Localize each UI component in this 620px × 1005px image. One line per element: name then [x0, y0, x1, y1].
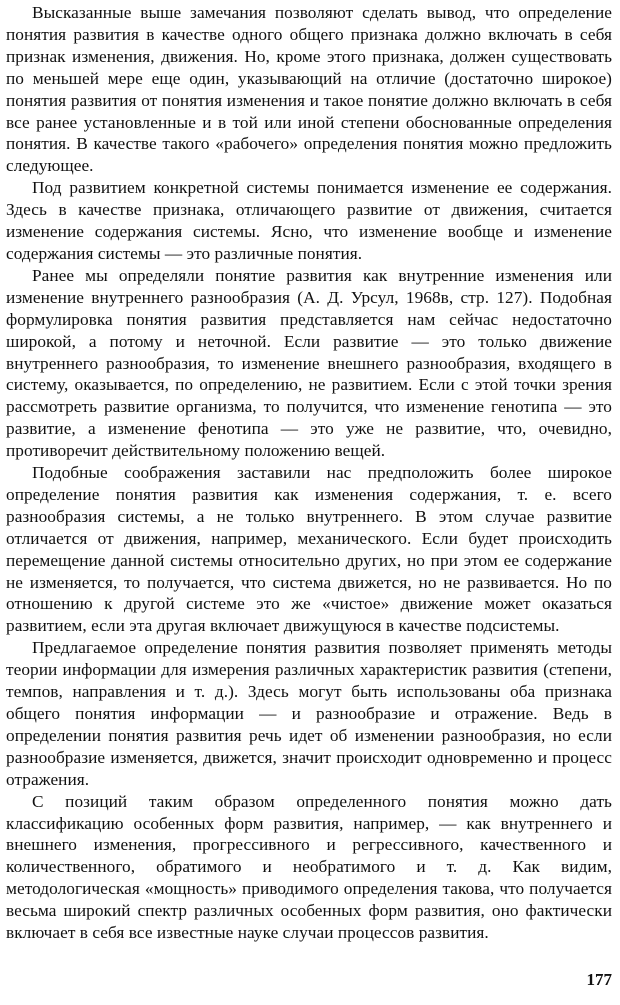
- page-body: [6, 2, 612, 944]
- page-number: 177: [586, 970, 612, 989]
- paragraph-1: Высказанные выше замечания позволяют сделать вывод, что определение понятия развития в качестве одного общего признака должно включать в себя признак изменения, движения. Но, кроме этого признака, должен существовать по меньшей мере еще один, указывающий на отличие (достаточно широкое) понятия развития от понятия изменения и такое понятие должно включать в себя все ранее установленные и в той или иной степени обоснованные определения понятия. В качестве такого «рабочего» определения понятия можно предложить следующее.: [6, 3, 612, 176]
- paragraph-3: Ранее мы определяли понятие развития как внутренние изменения или изменение внутреннего разнообразия (А. Д. Урсул, 1968в, стр. 127). Подобная формулировка понятия развития представляется нам сейчас недостаточно широкой, а потому и неточной. Если развитие — это только движение внутреннего разнообразия, то изменение внешнего разнообразия, входящего в систему, оказывается, по определению, не развитием. Если с этой точки зрения рассмотреть развитие организма, то получится, что изменение генотипа — это развитие, а изменение фенотипа — это уже не развитие, что, очевидно, противоречит действительному положению вещей.: [6, 265, 612, 461]
- paragraph-4: Подобные соображения заставили нас предположить более широкое определение понятия развития как изменения содержания, т. е. всего разнообразия системы, а не только внутреннего. В этом случае развитие отличается от движения, например, механического. Если будет происходить перемещение данной системы относительно других, но при этом ее содержание не изменяется, то получается, что система движется, но не развивается. Но по отношению к другой системе это же «чистое» движение может оказаться развитием, если эта другая включает движущуюся в качестве подсистемы.: [6, 463, 612, 636]
- paragraph-5: Предлагаемое определение понятия развития позволяет применять методы теории информации для измерения различных характеристик развития (степени, темпов, направления и т. д.). Здесь могут быть использованы оба признака общего понятия информации — и разнообразие и отражение. Ведь в определении понятия развития речь идет об изменении разнообразия, но если разнообразие изменяется, движется, значит происходит одновременно и процесс отражения.: [6, 638, 612, 789]
- paragraph-2: Под развитием конкретной системы понимается изменение ее содержания. Здесь в качестве признака, отличающего развитие от движения, считается изменение содержания системы. Ясно, что изменение вообще и изменение содержания системы — это различные понятия.: [6, 178, 612, 263]
- paragraph-6: С позиций таким образом определенного понятия можно дать классификацию особенных форм развития, например, — как внутреннего и внешнего изменения, прогрессивного и регрессивного, качественного и количественного, обратимого и необратимого и т. д. Как видим, методологическая «мощность» приводимого определения такова, что получается весьма широкий спектр различных особенных форм развития, оно фактически включает в себя все известные науке случаи процессов развития.: [6, 791, 612, 943]
